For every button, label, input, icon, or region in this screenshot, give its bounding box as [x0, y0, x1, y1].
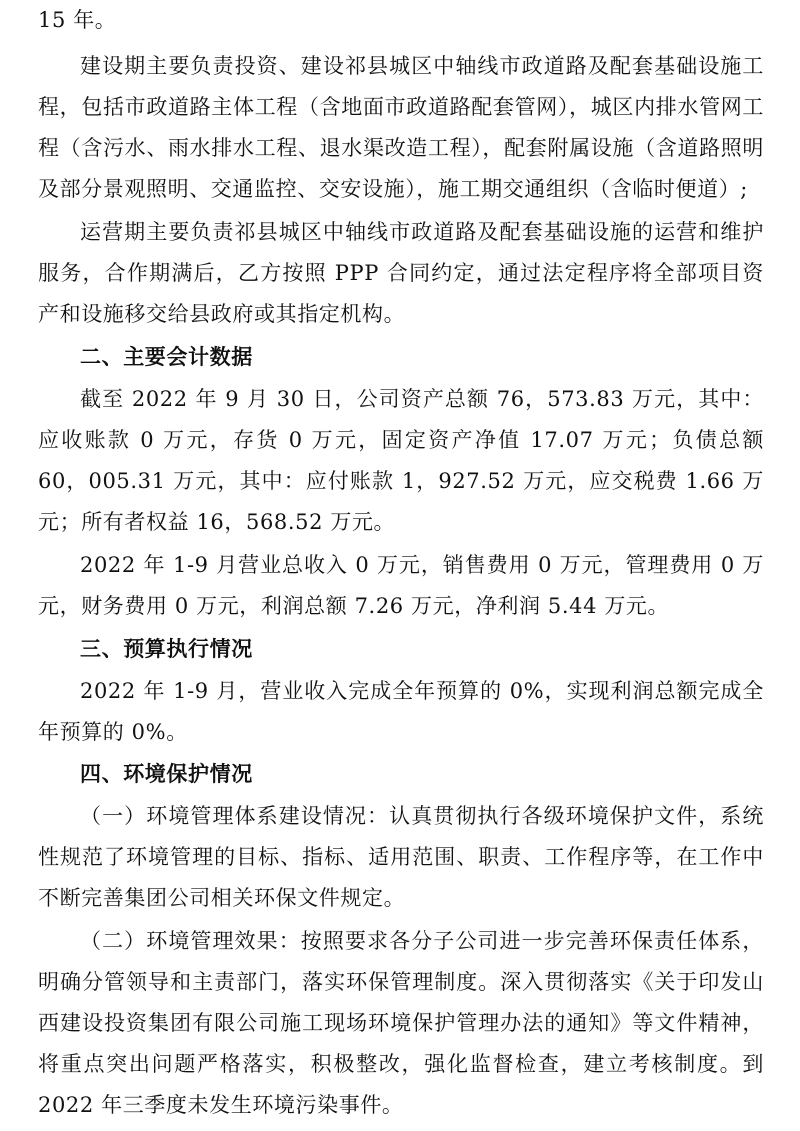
paragraph-env-management-effect: （二）环境管理效果：按照要求各分子公司进一步完善环保责任体系，明确分管领导和主责部门，落实环保管理制度。深入贯彻落实《关于印发山西建设投资集团有限公司施工现场环境保护管理办法的通知》等文件精神，将重点突出问题严格落实，积极整改，强化监督检查，建立考核制度。到 2022 年三季度未发生环境污染事件。	[38, 929, 764, 1117]
heading-main-accounting-data: 二、主要会计数据	[80, 345, 253, 369]
paragraph-term-continuation: 15 年。	[38, 8, 117, 32]
paragraph-env-management-system: （一）环境管理体系建设情况：认真贯彻执行各级环境保护文件，系统性规范了环境管理的目标、指标、适用范围、职责、工作程序等，在工作中不断完善集团公司相关环保文件规定。	[38, 804, 764, 910]
heading-environmental-protection: 四、环境保护情况	[80, 762, 253, 786]
paragraph-construction-period: 建设期主要负责投资、建设祁县城区中轴线市政道路及配套基础设施工程，包括市政道路主体工程（含地面市政道路配套管网），城区内排水管网工程（含污水、雨水排水工程、退水渠改造工程），配套附属设施（含道路照明及部分景观照明、交通监控、交安设施），施工期交通组织（含临时便道）;	[38, 54, 764, 201]
paragraph-assets-liabilities: 截至 2022 年 9 月 30 日，公司资产总额 76，573.83 万元，其中：应收账款 0 万元，存货 0 万元，固定资产净值 17.07 万元；负债总额 60，005.31 万元，其中：应付账款 1，927.52 万元，应交税费 1.66 万元；所有者权益 16，568.52 万元。	[38, 387, 764, 534]
heading-budget-execution: 三、预算执行情况	[80, 637, 253, 661]
paragraph-budget-execution: 2022 年 1-9 月，营业收入完成全年预算的 0%，实现利润总额完成全年预算的 0%。	[38, 679, 764, 744]
paragraph-income-expenses: 2022 年 1-9 月营业总收入 0 万元，销售费用 0 万元，管理费用 0 万元，财务费用 0 万元，利润总额 7.26 万元，净利润 5.44 万元。	[38, 553, 764, 618]
paragraph-operation-period: 运营期主要负责祁县城区中轴线市政道路及配套基础设施的运营和维护服务，合作期满后，乙方按照 PPP 合同约定，通过法定程序将全部项目资产和设施移交给县政府或其指定机构。	[38, 220, 764, 326]
